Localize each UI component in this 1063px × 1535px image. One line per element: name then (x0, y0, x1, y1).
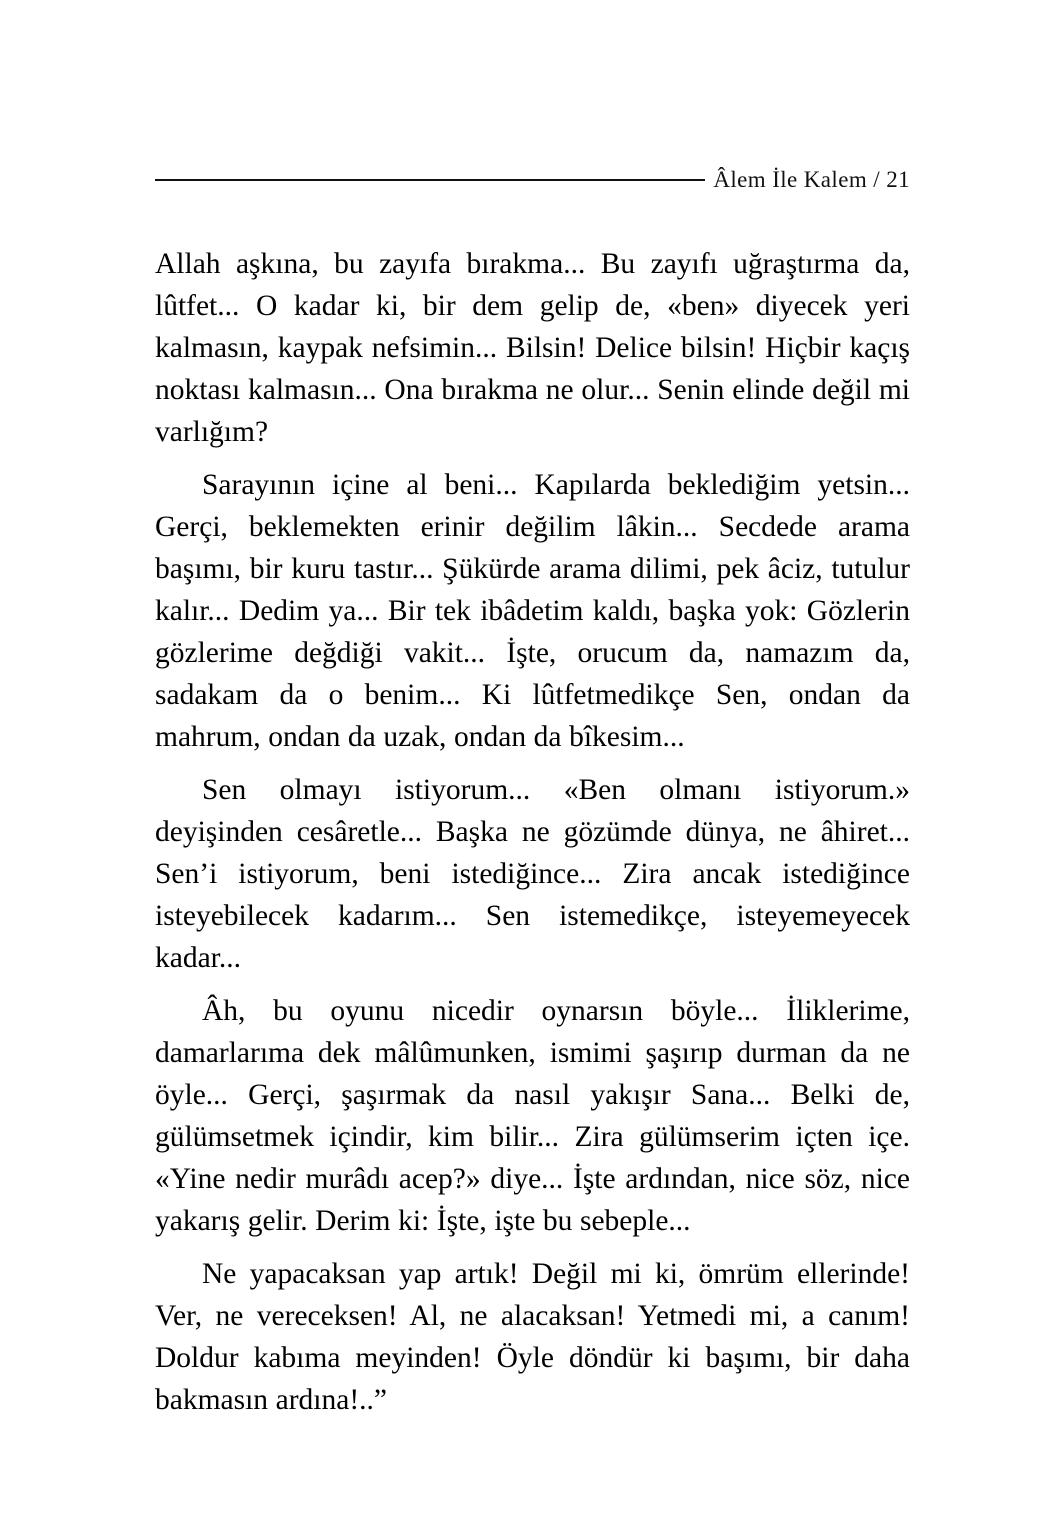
paragraph: Sarayının içine al beni... Kapılarda beklediğim yetsin... Gerçi, beklemekten erinir değilim lâkin... Secdede arama başımı, bir kuru tastır... Şükürde arama dilimi, pek âciz, tutulur kalır... Dedim ya... Bir tek ibâdetim kaldı, başka yok: Gözlerin gözlerime değdiği vakit... İşte, orucum da, namazım da, sadakam da o benim... Ki lûtfetmedikçe Sen, ondan da mahrum, ondan da uzak, ondan da bîkesim... (155, 469, 910, 753)
header-title-and-page-number: Âlem İle Kalem / 21 (713, 167, 910, 192)
paragraph: Allah aşkına, bu zayıfa bırakma... Bu zayıfı uğraştırma da, lûtfet... O kadar ki, bir dem gelip de, «ben» diyecek yeri kalmasın, kaypak nefsimin... Bilsin! Delice bilsin! Hiçbir kaçış noktası kalmasın... Ona bırakma ne olur... Senin elinde değil mi varlığım? (155, 248, 910, 448)
paragraph: Sen olmayı istiyorum... «Ben olmanı istiyorum.» deyişinden cesâretle... Başka ne gözümde dünya, ne âhiret... Sen’i istiyorum, beni istediğince... Zira ancak istediğince isteyebilecek kadarım... Sen istemedikçe, isteyemeyecek kadar... (155, 774, 910, 974)
paragraph: Ne yapacaksan yap artık! Değil mi ki, ömrüm ellerinde! Ver, ne vereceksen! Al, ne alacaksan! Yetmedi mi, a canım! Doldur kabıma meyinden! Öyle döndür ki başımı, bir daha bakmasın ardına!..” (155, 1258, 910, 1416)
running-header (155, 160, 910, 200)
header-rule (155, 179, 705, 181)
paragraph: Âh, bu oyunu nicedir oynarsın böyle... İliklerime, damarlarıma dek mâlûmunken, ismimi şaşırıp durman da ne öyle... Gerçi, şaşırmak da nasıl yakışır Sana... Belki de, gülümsetmek içindir, kim bilir... Zira gülümserim içten içe. «Yine nedir murâdı acep?» diye... İşte ardından, nice söz, nice yakarış gelir. Derim ki: İşte, işte bu sebeple... (155, 995, 910, 1237)
body-text (155, 243, 910, 1421)
